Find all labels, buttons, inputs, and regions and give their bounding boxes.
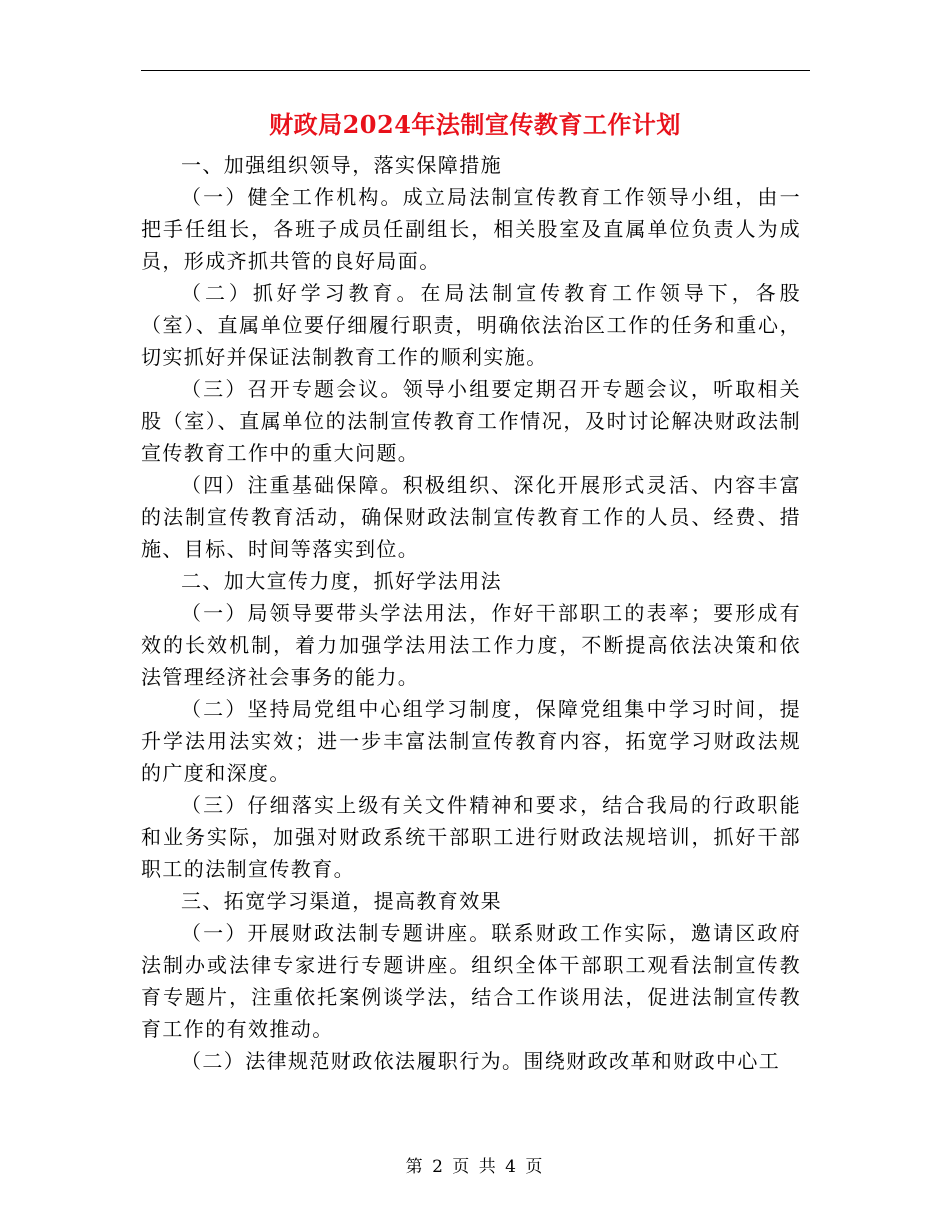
document-title: 财政局2024年法制宣传教育工作计划: [269, 110, 681, 139]
page-number-footer: 第 2 页 共 4 页: [405, 1157, 545, 1177]
body-paragraph: （四）注重基础保障。积极组织、深化开展形式灵活、内容丰富的法制宣传教育活动，确保财政法制宣传教育工作的人员、经费、措施、目标、时间等落实到位。: [141, 473, 801, 561]
body-paragraph: （三）召开专题会议。领导小组要定期召开专题会议，听取相关股（室）、直属单位的法制宣传教育工作情况，及时讨论解决财政法制宣传教育工作中的重大问题。: [141, 377, 801, 465]
body-paragraph: （二）坚持局党组中心组学习制度，保障党组集中学习时间，提升学法用法实效；进一步丰富法制宣传教育内容，拓宽学习财政法规的广度和深度。: [141, 697, 801, 785]
body-paragraph: （一）健全工作机构。成立局法制宣传教育工作领导小组，由一把手任组长，各班子成员任副组长，相关股室及直属单位负责人为成员，形成齐抓共管的良好局面。: [141, 185, 801, 273]
section-heading: 一、加强组织领导，落实保障措施: [181, 153, 502, 177]
body-paragraph: （三）仔细落实上级有关文件精神和要求，结合我局的行政职能和业务实际，加强对财政系统干部职工进行财政法规培训，抓好干部职工的法制宣传教育。: [141, 793, 801, 881]
section-heading: 三、拓宽学习渠道，提高教育效果: [181, 889, 502, 913]
header-rule: [141, 70, 810, 71]
body-paragraph: （二）抓好学习教育。在局法制宣传教育工作领导下，各股（室）、直属单位要仔细履行职责，明确依法治区工作的任务和重心，切实抓好并保证法制教育工作的顺利实施。: [141, 281, 801, 369]
section-heading: 二、加大宣传力度，抓好学法用法: [181, 569, 502, 593]
body-paragraph: （一）局领导要带头学法用法，作好干部职工的表率；要形成有效的长效机制，着力加强学法用法工作力度，不断提高依法决策和依法管理经济社会事务的能力。: [141, 601, 801, 689]
document-body: [141, 149, 801, 1077]
body-paragraph: （一）开展财政法制专题讲座。联系财政工作实际，邀请区政府法制办或法律专家进行专题讲座。组织全体干部职工观看法制宣传教育专题片，注重依托案例谈学法，结合工作谈用法，促进法制宣传教育工作的有效推动。: [141, 921, 801, 1041]
body-paragraph: （二）法律规范财政依法履职行为。围绕财政改革和财政中心工: [181, 1049, 781, 1073]
